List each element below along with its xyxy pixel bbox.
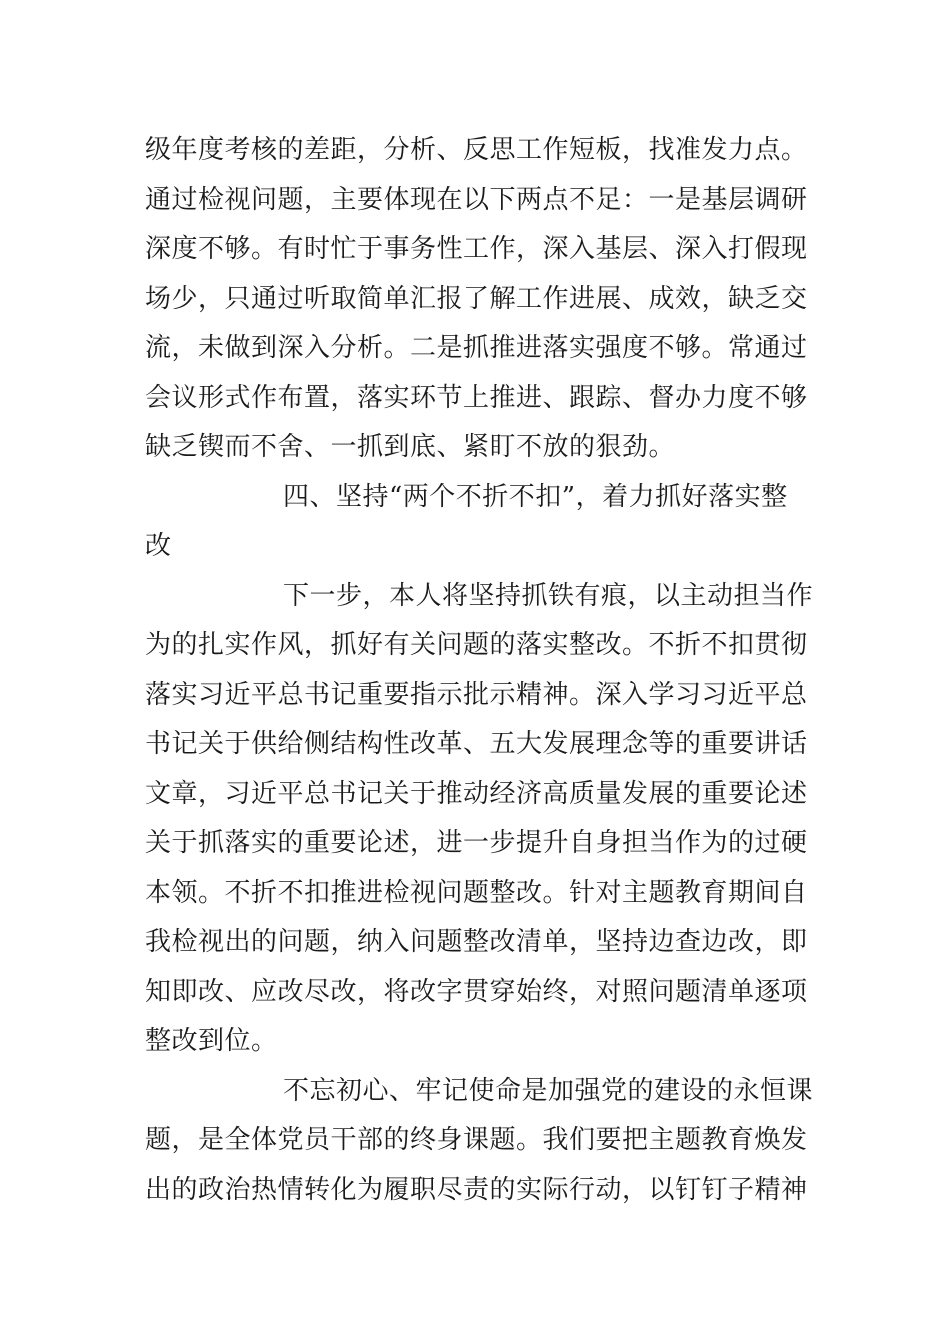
text-line: 出的政治热情转化为履职尽责的实际行动，以钉钉子精神	[145, 1174, 808, 1205]
text-line: 关于抓落实的重要论述，进一步提升自身担当作为的过硬	[145, 828, 808, 858]
text-line: 流，未做到深入分析。二是抓推进落实强度不够。常通过	[145, 333, 808, 363]
text-line: 缺乏锲而不舍、一抓到底、紧盯不放的狠劲。	[145, 432, 676, 462]
text-line: 整改到位。	[145, 1026, 278, 1056]
document-body	[145, 126, 814, 1215]
text-line: 本领。不折不扣推进检视问题整改。针对主题教育期间自	[145, 877, 808, 908]
section-heading: 四、坚持“两个不折不扣”，着力抓好落实整	[283, 481, 788, 512]
text-line: 我检视出的问题，纳入问题整改清单，坚持边查边改，即	[145, 927, 808, 957]
text-line: 会议形式作布置，落实环节上推进、跟踪、督办力度不够	[145, 382, 808, 413]
text-line: 知即改、应改尽改，将改字贯穿始终，对照问题清单逐项	[145, 976, 808, 1007]
text-line: 不忘初心、牢记使命是加强党的建设的永恒课	[283, 1075, 814, 1106]
text-line: 为的扎实作风，抓好有关问题的落实整改。不折不扣贯彻	[145, 630, 808, 660]
text-line: 落实习近平总书记重要指示批示精神。深入学习习近平总	[145, 679, 808, 710]
text-line: 下一步，本人将坚持抓铁有痕，以主动担当作	[283, 580, 814, 611]
text-line: 级年度考核的差距，分析、反思工作短板，找准发力点。	[145, 135, 808, 165]
text-line: 书记关于供给侧结构性改革、五大发展理念等的重要讲话	[145, 729, 808, 759]
text-line: 场少，只通过听取简单汇报了解工作进展、成效，缺乏交	[145, 283, 808, 314]
text-line: 题，是全体党员干部的终身课题。我们要把主题教育焕发	[145, 1125, 808, 1155]
text-line: 文章，习近平总书记关于推动经济高质量发展的重要论述	[145, 778, 808, 809]
text-line: 通过检视问题，主要体现在以下两点不足：一是基层调研	[145, 184, 808, 215]
text-line: 深度不够。有时忙于事务性工作，深入基层、深入打假现	[145, 234, 808, 264]
section-heading-continuation: 改	[145, 531, 172, 561]
